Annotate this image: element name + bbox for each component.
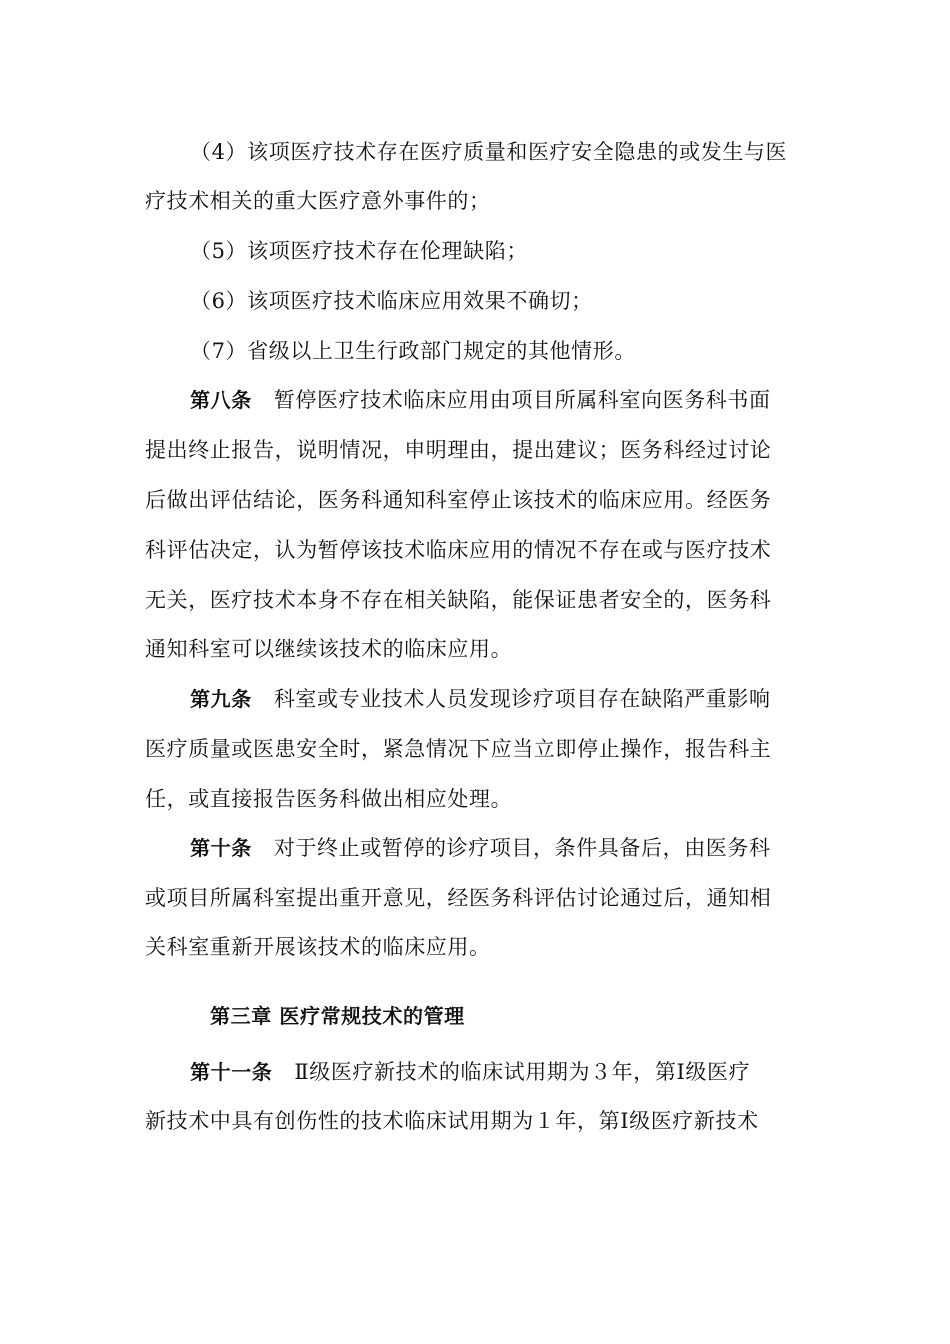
article-10-text-1: 对于终止或暂停的诊疗项目，条件具备后，由医务科: [273, 836, 771, 860]
article-8-line-3: 后做出评估结论，医务科通知科室停止该技术的临床应用。经医务: [145, 488, 772, 512]
item-4-line-1: （4）该项医疗技术存在医疗质量和医疗安全隐患的或发生与医: [190, 140, 788, 164]
article-9-label: 第九条: [190, 687, 252, 711]
article-8-line-6: 通知科室可以继续该技术的临床应用。: [145, 637, 513, 661]
article-8-line-2: 提出终止报告，说明情况，申明理由，提出建议；医务科经过讨论: [145, 438, 772, 462]
article-8-line-5: 无关，医疗技术本身不存在相关缺陷，能保证患者安全的，医务科: [145, 588, 772, 612]
chapter-3-title: 第三章 医疗常规技术的管理: [210, 1004, 465, 1028]
item-5: （5）该项医疗技术存在伦理缺陷；: [190, 239, 528, 263]
article-11-label: 第十一条: [190, 1060, 273, 1084]
article-8-line-4: 科评估决定，认为暂停该技术临床应用的情况不存在或与医疗技术: [145, 538, 772, 562]
item-4-line-2: 疗技术相关的重大医疗意外事件的；: [145, 189, 491, 213]
item-6: （6）该项医疗技术临床应用效果不确切；: [190, 289, 593, 313]
article-10-line-1: [190, 833, 850, 863]
article-8-text-1: 暂停医疗技术临床应用由项目所属科室向医务科书面: [273, 388, 771, 412]
item-7: （7）省级以上卫生行政部门规定的其他情形。: [190, 339, 636, 363]
article-11-text-1: Ⅱ级医疗新技术的临床试用期为３年，第Ⅰ级医疗: [294, 1060, 751, 1084]
article-8-line-1: [190, 385, 850, 415]
article-9-text-1: 科室或专业技术人员发现诊疗项目存在缺陷严重影响: [273, 687, 771, 711]
article-10-line-2: 或项目所属科室提出重开意见，经医务科评估讨论通过后，通知相: [145, 886, 772, 910]
article-8-label: 第八条: [190, 388, 252, 412]
article-11-line-1: [190, 1057, 850, 1087]
article-10-line-3: 关科室重新开展该技术的临床应用。: [145, 935, 491, 959]
article-10-label: 第十条: [190, 836, 252, 860]
article-9-line-1: [190, 684, 850, 714]
article-9-line-2: 医疗质量或医患安全时，紧急情况下应当立即停止操作，报告科主: [145, 737, 772, 761]
article-9-line-3: 任，或直接报告医务科做出相应处理。: [145, 787, 513, 811]
article-11-line-2: 新技术中具有创伤性的技术临床试用期为１年，第Ⅰ级医疗新技术: [145, 1109, 759, 1133]
